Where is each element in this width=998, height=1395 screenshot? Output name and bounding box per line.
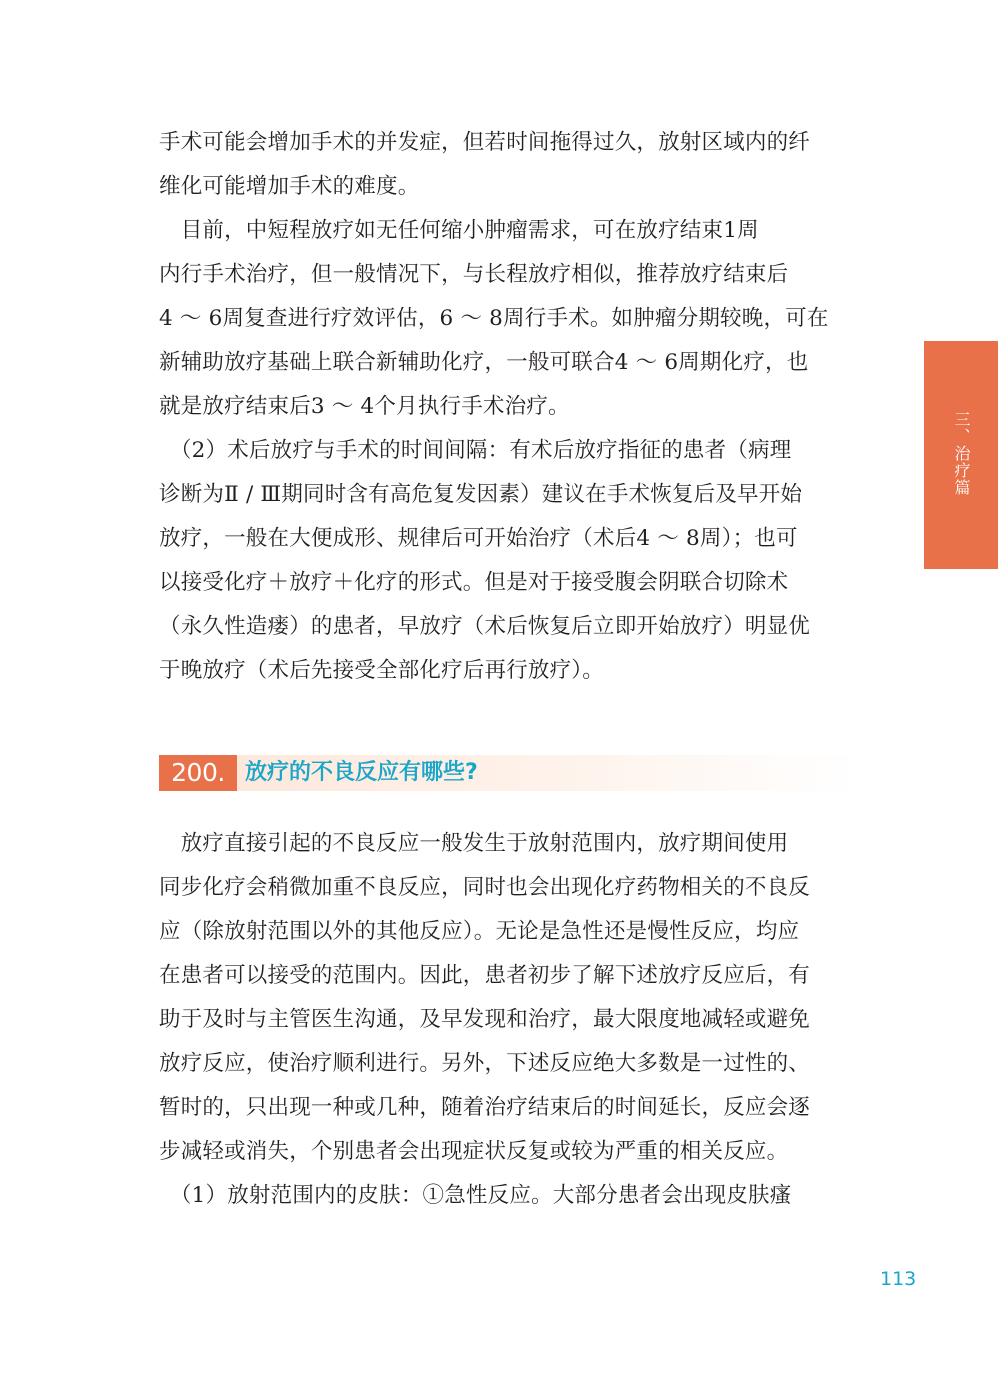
text-line: 助于及时与主管医生沟通，及早发现和治疗，最大限度地减轻或避免 <box>159 1007 811 1032</box>
text-line: 步减轻或消失，个别患者会出现症状反复或较为严重的相关反应。 <box>159 1139 789 1164</box>
question-number: 200. <box>159 755 237 791</box>
paragraph <box>159 429 859 693</box>
text-line: 在患者可以接受的范围内。因此，患者初步了解下述放疗反应后，有 <box>159 963 811 988</box>
text-line: 放疗，一般在大便成形、规律后可开始治疗（术后4 ～ 8周）；也可 <box>159 526 798 551</box>
text-line: 维化可能增加手术的难度。 <box>159 174 420 199</box>
page-number: 113 <box>880 1268 917 1290</box>
text-line: 内行手术治疗，但一般情况下，与长程放疗相似，推荐放疗结束后 <box>159 262 789 287</box>
text-line: 同步化疗会稍微加重不良反应，同时也会出现化疗药物相关的不良反 <box>159 875 811 900</box>
chapter-label: 三、治疗篇 <box>952 411 971 496</box>
text-line: 放疗反应，使治疗顺利进行。另外，下述反应绝大多数是一过性的、 <box>159 1051 811 1076</box>
text-line: 应（除放射范围以外的其他反应）。无论是急性还是慢性反应，均应 <box>159 919 800 944</box>
text-line: 就是放疗结束后3 ～ 4个月执行手术治疗。 <box>159 394 570 419</box>
question-title: 放疗的不良反应有哪些? <box>245 760 478 785</box>
text-line: 以接受化疗＋放疗＋化疗的形式。但是对于接受腹会阴联合切除术 <box>159 570 789 595</box>
text-line: 于晚放疗（术后先接受全部化疗后再行放疗）。 <box>159 658 604 683</box>
paragraph <box>159 209 859 429</box>
text-line: 4 ～ 6周复查进行疗效评估，6 ～ 8周行手术。如肿瘤分期较晚，可在 <box>159 306 829 331</box>
text-line: （永久性造瘘）的患者，早放疗（术后恢复后立即开始放疗）明显优 <box>159 614 811 639</box>
paragraph <box>159 1174 859 1218</box>
text-line: 手术可能会增加手术的并发症，但若时间拖得过久，放射区域内的纤 <box>159 130 811 155</box>
paragraph <box>159 121 859 209</box>
chapter-side-tab <box>924 341 998 569</box>
text-line: 目前，中短程放疗如无任何缩小肿瘤需求，可在放疗结束1周 <box>159 218 759 243</box>
text-line: （2）术后放疗与手术的时间间隔：有术后放疗指征的患者（病理 <box>159 438 792 463</box>
text-line: 暂时的，只出现一种或几种，随着治疗结束后的时间延长，反应会逐 <box>159 1095 811 1120</box>
paragraph <box>159 822 859 1174</box>
text-line: 诊断为Ⅱ / Ⅲ期同时含有高危复发因素）建议在手术恢复后及早开始 <box>159 482 803 507</box>
text-line: （1）放射范围内的皮肤：①急性反应。大部分患者会出现皮肤瘙 <box>159 1183 792 1208</box>
question-header <box>159 755 859 791</box>
text-line: 放疗直接引起的不良反应一般发生于放射范围内，放疗期间使用 <box>159 831 789 856</box>
text-line: 新辅助放疗基础上联合新辅助化疗，一般可联合4 ～ 6周期化疗，也 <box>159 350 809 375</box>
